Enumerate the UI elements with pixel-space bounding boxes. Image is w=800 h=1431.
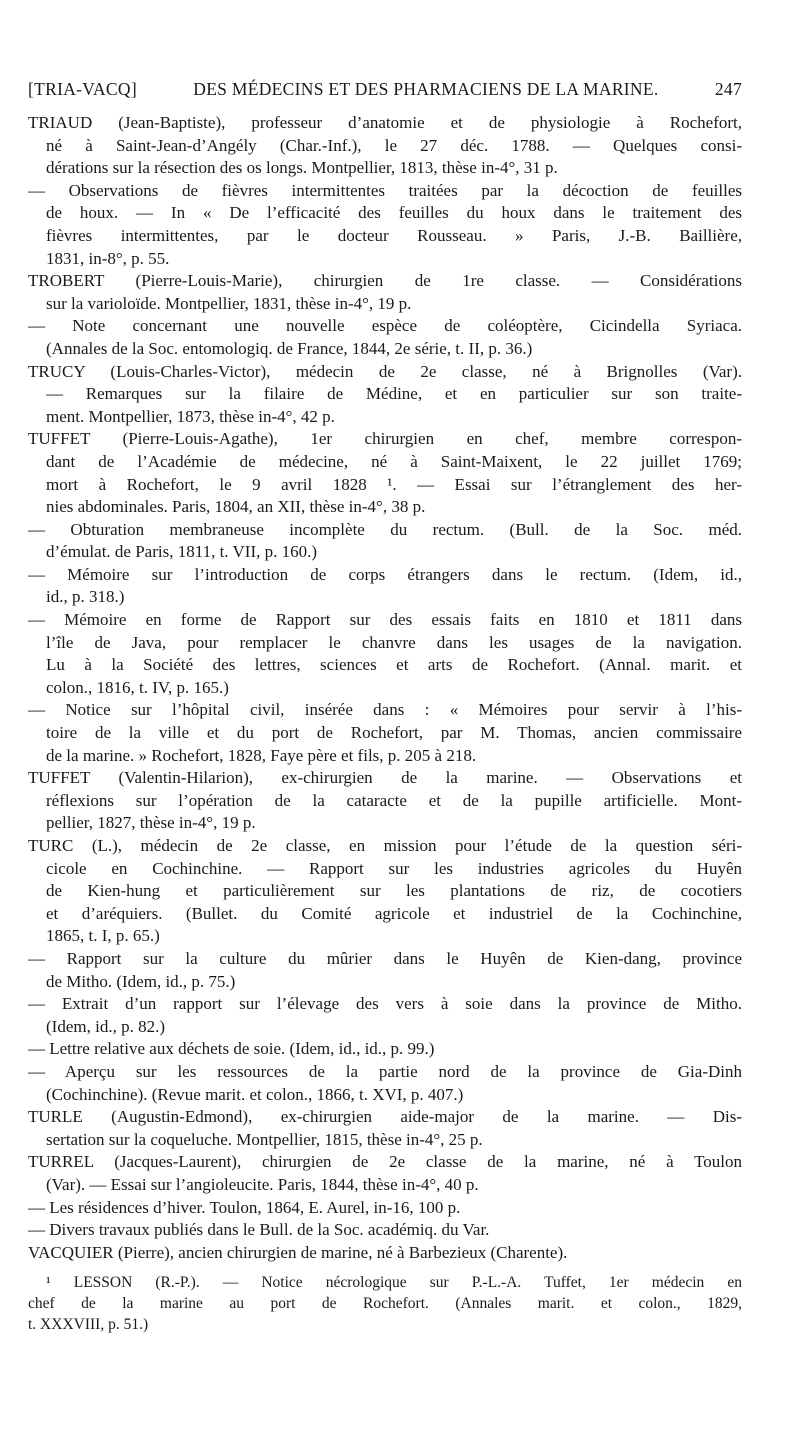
bibliography-entry-line: de la marine. » Rochefort, 1828, Faye père et fils, p. 205 à 218. [46,745,477,765]
footnotes [28,1272,742,1335]
bibliography-entry-line: — Les résidences d’hiver. Toulon, 1864, E. Aurel, in-16, 100 p. [28,1197,461,1217]
bibliography-entry-line: — Mémoire en forme de Rapport sur des essais faits en 1810 et 1811 dans [28,610,742,630]
bibliography-entry-line: — Extrait d’un rapport sur l’élevage des vers à soie dans la province de Mitho. [28,994,742,1014]
bibliography-entry-line: dant de l’Académie de médecine, né à Saint-Maixent, le 22 juillet 1769; [46,451,742,471]
bibliography-entry-line: 1865, t. I, p. 65.) [46,926,160,946]
bibliography-entry-line: pellier, 1827, thèse in-4°, 19 p. [46,813,256,833]
bibliography-entry-line: TRIAUD (Jean-Baptiste), professeur d’anatomie et de physiologie à Rochefort, [28,113,742,132]
bibliography-entry [28,180,742,270]
bibliography-entry-line: — Notice sur l’hôpital civil, insérée dans : « Mémoires pour servir à l’his- [28,700,742,720]
bibliography-entry-line: d’émulat. de Paris, 1811, t. VII, p. 160.) [46,542,318,562]
bibliography-entry-line: de Mitho. (Idem, id., p. 75.) [46,971,236,991]
entries-list [28,112,742,1264]
bibliography-entry-line: — Note concernant une nouvelle espèce de coléoptère, Cicindella Syriaca. [28,316,742,336]
bibliography-entry-line: sur la varioloïde. Montpellier, 1831, thèse in-4°, 19 p. [46,293,412,313]
bibliography-entry [28,767,742,835]
bibliography-entry-line: Lu à la Société des lettres, sciences et arts de Rochefort. (Annal. marit. et [46,655,742,675]
bibliography-entry-line: dérations sur la résection des os longs. Montpellier, 1813, thèse in-4°, 31 p. [46,158,558,178]
bibliography-entry-line: TURREL (Jacques-Laurent), chirurgien de 2e classe de la marine, né à Toulon [28,1152,742,1172]
bibliography-entry-line: l’île de Java, pour remplacer le chanvre dans les usages de la navigation. [46,632,742,652]
bibliography-entry-line: fièvres intermittentes, par le docteur Rousseau. » Paris, J.-B. Baillière, [46,225,742,245]
bibliography-entry-line: mort à Rochefort, le 9 avril 1828 ¹. — Essai sur l’étranglement des her- [46,474,742,494]
bibliography-entry-line: de houx. — In « De l’efficacité des feuilles du houx dans le traitement des [46,203,742,223]
bibliography-entry-line: et d’aréquiers. (Bullet. du Comité agricole et industriel de la Cochinchine, [46,903,742,923]
bibliography-entry [28,1242,742,1265]
running-head-title: DES MÉDECINS ET DES PHARMACIENS DE LA MARINE. [193,79,659,99]
bibliography-entry-line: TUFFET (Valentin-Hilarion), ex-chirurgien de la marine. — Observations et [28,768,742,788]
bibliography-entry [28,564,742,609]
bibliography-entry-line: id., p. 318.) [46,587,125,607]
bibliography-entry-line: ment. Montpellier, 1873, thèse in-4°, 42 p. [46,406,335,426]
bibliography-entry-line: TRUCY (Louis-Charles-Victor), médecin de 2e classe, né à Brignolles (Var). [28,361,742,381]
running-head-left: [TRIA-VACQ] [28,79,137,99]
footnote-line: t. XXXVIII, p. 51.) [28,1316,149,1334]
running-head [28,78,742,104]
footnote-line: ¹ LESSON (R.-P.). — Notice nécrologique sur P.-L.-A. Tuffet, 1er médecin en [46,1274,742,1292]
bibliography-entry [28,1061,742,1106]
footnote [28,1272,742,1335]
bibliography-entry-line: — Lettre relative aux déchets de soie. (Idem, id., id., p. 99.) [28,1039,435,1059]
bibliography-entry [28,270,742,315]
bibliography-entry [28,948,742,993]
bibliography-entry-line: cicole en Cochinchine. — Rapport sur les industries agricoles du Huyên [46,858,742,878]
bibliography-entry [28,112,742,180]
bibliography-entry [28,315,742,360]
bibliography-entry [28,361,742,429]
bibliography-entry-line: (Cochinchine). (Revue marit. et colon., 1866, t. XVI, p. 407.) [46,1084,464,1104]
bibliography-entry-line: — Observations de fièvres intermittentes traitées par la décoction de feuilles [28,180,742,200]
bibliography-entry-line: sertation sur la coqueluche. Montpellier, 1815, thèse in-4°, 25 p. [46,1129,483,1149]
bibliography-entry-line: nies abdominales. Paris, 1804, an XII, thèse in-4°, 38 p. [46,497,426,517]
page-number: 247 [714,79,742,99]
bibliography-entry [28,428,742,518]
bibliography-entry-line: TUFFET (Pierre-Louis-Agathe), 1er chirurgien en chef, membre correspon- [28,429,742,449]
bibliography-entry [28,993,742,1038]
footnote-line: chef de la marine au port de Rochefort. (Annales marit. et colon., 1829, [28,1295,742,1313]
bibliography-entry-line: — Divers travaux publiés dans le Bull. de la Soc. académiq. du Var. [28,1220,490,1240]
bibliography-entry-line: — Rapport sur la culture du mûrier dans le Huyên de Kien-dang, province [28,948,742,968]
footnote-gap [28,1264,742,1272]
bibliography-entry [28,1151,742,1196]
bibliography-entry [28,1106,742,1151]
bibliography-entry-line: réflexions sur l’opération de la cataracte et de la pupille artificielle. Mont- [46,790,742,810]
bibliography-entry-line: — Obturation membraneuse incomplète du rectum. (Bull. de la Soc. méd. [28,519,742,539]
bibliography-entry [28,609,742,699]
bibliography-entry [28,1038,742,1061]
bibliography-entry-line: TURC (L.), médecin de 2e classe, en mission pour l’étude de la question séri- [28,836,742,855]
bibliography-entry-line: né à Saint-Jean-d’Angély (Char.-Inf.), le 27 déc. 1788. — Quelques consi- [46,135,742,155]
bibliography-entry [28,699,742,767]
bibliography-entry-line: (Idem, id., p. 82.) [46,1016,165,1036]
bibliography-entry-line: toire de la ville et du port de Rochefort, par M. Thomas, ancien commissaire [46,723,742,743]
bibliography-entry [28,1219,742,1242]
document-page [28,78,742,1424]
bibliography-entry-line: — Remarques sur la filaire de Médine, et en particulier sur son traite- [46,384,742,404]
bibliography-entry-line: — Aperçu sur les ressources de la partie nord de la province de Gia-Dinh [28,1061,742,1081]
bibliography-entry [28,519,742,564]
bibliography-entry-line: (Annales de la Soc. entomologiq. de France, 1844, 2e série, t. II, p. 36.) [46,338,533,358]
bibliography-entry-line: colon., 1816, t. IV, p. 165.) [46,677,229,697]
bibliography-entry [28,835,742,948]
bibliography-entry-line: TROBERT (Pierre-Louis-Marie), chirurgien de 1re classe. — Considérations [28,271,742,291]
bibliography-entry-line: de Kien-hung et particulièrement sur les plantations de riz, de cocotiers [46,881,742,901]
bibliography-entry [28,1197,742,1220]
bibliography-entry-line: (Var). — Essai sur l’angioleucite. Paris, 1844, thèse in-4°, 40 p. [46,1174,479,1194]
bibliography-entry-line: 1831, in-8°, p. 55. [46,248,170,268]
bibliography-entry-line: VACQUIER (Pierre), ancien chirurgien de marine, né à Barbezieux (Charente). [28,1242,568,1262]
bibliography-entry-line: TURLE (Augustin-Edmond), ex-chirurgien aide-major de la marine. — Dis- [28,1107,742,1127]
bibliography-entry-line: — Mémoire sur l’introduction de corps étrangers dans le rectum. (Idem, id., [28,564,742,584]
